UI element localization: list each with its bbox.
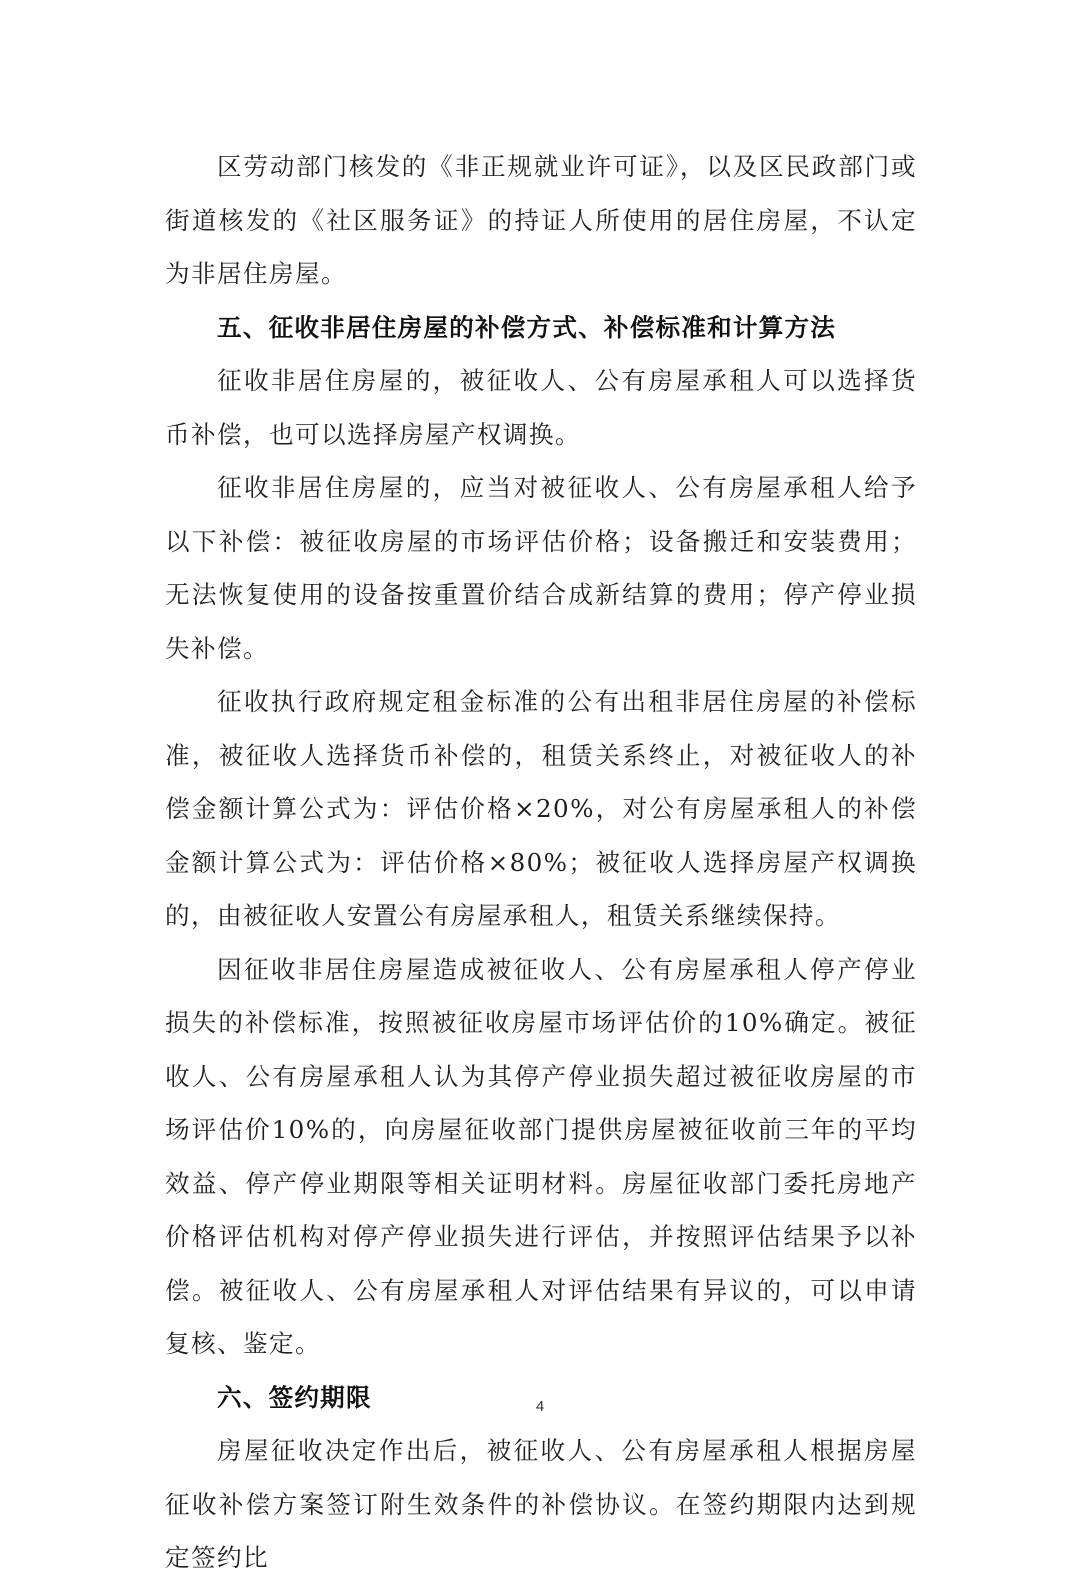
body-text: [165, 140, 917, 1585]
section-heading-6: 六、签约期限: [217, 1382, 372, 1412]
paragraph-compensation-choice: 征收非居住房屋的，被征收人、公有房屋承租人可以选择货币补偿，也可以选择房屋产权调换。: [165, 366, 917, 449]
page-number: 4: [535, 1398, 545, 1415]
section-heading-5: 五、征收非居住房屋的补偿方式、补偿标准和计算方法: [217, 312, 837, 342]
paragraph-signing-period: 房屋征收决定作出后，被征收人、公有房屋承租人根据房屋征收补偿方案签订附生效条件的补偿协议。在签约期限内达到规定签约比: [165, 1436, 917, 1572]
paragraph-compensation-items: 征收非居住房屋的，应当对被征收人、公有房屋承租人给予以下补偿：被征收房屋的市场评估价格；设备搬迁和安装费用；无法恢复使用的设备按重置价结合成新结算的费用；停产停业损失补偿。: [165, 473, 917, 663]
paragraph-business-loss: 因征收非居住房屋造成被征收人、公有房屋承租人停产停业损失的补偿标准，按照被征收房屋市场评估价的10%确定。被征收人、公有房屋承租人认为其停产停业损失超过被征收房屋的市场评估价10%的，向房屋征收部门提供房屋被征收前三年的平均效益、停产停业期限等相关证明材料。房屋征收部门委托房地产价格评估机构对停产停业损失进行评估，并按照评估结果予以补偿。被征收人、公有房屋承租人对评估结果有异议的，可以申请复核、鉴定。: [165, 954, 917, 1358]
paragraph-public-rental-standard: 征收执行政府规定租金标准的公有出租非居住房屋的补偿标准，被征收人选择货币补偿的，租赁关系终止，对被征收人的补偿金额计算公式为：评估价格×20%，对公有房屋承租人的补偿金额计算公式为：评估价格×80%；被征收人选择房屋产权调换的，由被征收人安置公有房屋承租人，租赁关系继续保持。: [165, 687, 917, 930]
paragraph-non-residential-exclusion: 区劳动部门核发的《非正规就业许可证》，以及区民政部门或街道核发的《社区服务证》的持证人所使用的居住房屋，不认定为非居住房屋。: [165, 152, 917, 288]
